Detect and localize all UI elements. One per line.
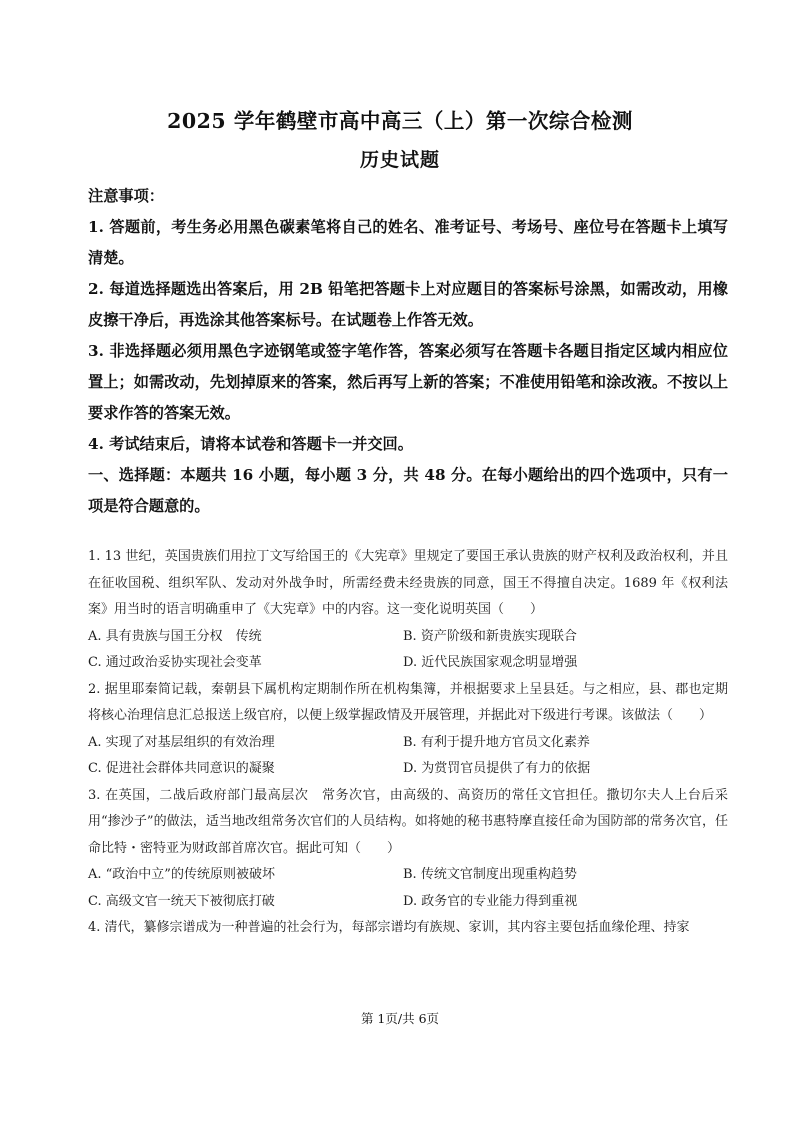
question-2-options-row-1 <box>88 730 728 757</box>
instruction-item-2: 2. 每道选择题选出答案后，用 2B 铅笔把答题卡上对应题目的答案标号涂黑，如需改动，用橡皮擦干净后，再选涂其他答案标号。在试题卷上作答无效。 <box>88 280 728 329</box>
question-1-option-a: A. 具有贵族与国王分权 传统 <box>88 628 262 644</box>
question-3-stem: 3. 在英国，二战后政府部门最高层次 常务次官，由高级的、高资历的常任文官担任。撒切尔夫人上台后采用“掺沙子”的做法，适当地改组常务次官们的人员结构。如将她的秘书惠特摩直接任命为国防部的常务次官，任命比特・密特亚为财政部首席次官。据此可知（ ） <box>88 787 728 856</box>
section-heading: 一、选择题：本题共 16 小题，每小题 3 分，共 48 分。在每小题给出的四个选项中，只有一项是符合题意的。 <box>88 466 728 515</box>
instruction-item-4: 4. 考试结束后，请将本试卷和答题卡一并交回。 <box>88 435 413 453</box>
question-2-stem: 2. 据里耶秦简记载，秦朝县下属机构定期制作所在机构集簿，并根据要求上呈县廷。与之相应，县、郡也定期将核心治理信息汇总报送上级官府，以便上级掌握政情及开展管理，并据此对下级进行考课。该做法（ ） <box>88 681 728 723</box>
exam-subtitle: 历史试题 <box>359 149 440 171</box>
question-2-option-c: C. 促进社会群体共同意识的凝聚 <box>88 761 275 776</box>
question-3-options-row-2 <box>88 889 728 916</box>
instructions-heading: 注意事项： <box>88 187 164 205</box>
question-3-option-d: D. 政务官的专业能力得到重视 <box>403 893 578 909</box>
question-2-option-b: B. 有利于提升地方官员文化素养 <box>403 734 590 750</box>
exam-title: 2025 学年鹤壁市高中高三（上）第一次综合检测 <box>167 109 633 133</box>
question-2-option-a: A. 实现了对基层组织的有效治理 <box>88 734 275 750</box>
question-3-option-c: C. 高级文官一统天下被彻底打破 <box>88 893 275 909</box>
question-3-option-a: A. “政治中立”的传统原则被破坏 <box>88 867 275 882</box>
question-1-option-b: B. 资产阶级和新贵族实现联合 <box>403 628 577 644</box>
instructions-block <box>88 181 728 522</box>
question-2-options-row-2 <box>88 756 728 783</box>
instruction-item-1: 1. 答题前，考生务必用黑色碳素笔将自己的姓名、准考证号、考场号、座位号在答题卡上填写清楚。 <box>88 218 728 267</box>
page-number: 第 1页/共 6页 <box>360 1011 440 1026</box>
question-1-options-row-1 <box>88 624 728 651</box>
question-2-option-d: D. 为赏罚官员提供了有力的依据 <box>403 761 591 776</box>
question-1-option-c: C. 通过政治妥协实现社会变革 <box>88 655 262 670</box>
question-1-options-row-2 <box>88 650 728 677</box>
question-3-options-row-1 <box>88 862 728 889</box>
instruction-item-3: 3. 非选择题必须用黑色字迹钢笔或签字笔作答，答案必须写在答题卡各题目指定区域内相应位置上；如需改动，先划掉原来的答案，然后再写上新的答案；不准使用铅笔和涂改液。不按以上要求作答的答案无效。 <box>88 342 728 422</box>
question-1-stem: 1. 13 世纪，英国贵族们用拉丁文写给国王的《大宪章》里规定了要国王承认贵族的财产权利及政治权利，并且在征收国税、组织军队、发动对外战争时，所需经费未经贵族的同意，国王不得擅自决定。1689 年《权利法案》用当时的语言明确重申了《大宪章》中的内容。这一变化说明英国（ ） <box>88 549 728 617</box>
questions-block <box>88 544 728 942</box>
question-4-stem: 4. 清代，纂修宗谱成为一种普遍的社会行为，每部宗谱均有族规、家训，其内容主要包括血缘伦理、持家 <box>88 920 690 935</box>
question-3-option-b: B. 传统文官制度出现重构趋势 <box>403 867 577 882</box>
question-1-option-d: D. 近代民族国家观念明显增强 <box>403 655 578 670</box>
